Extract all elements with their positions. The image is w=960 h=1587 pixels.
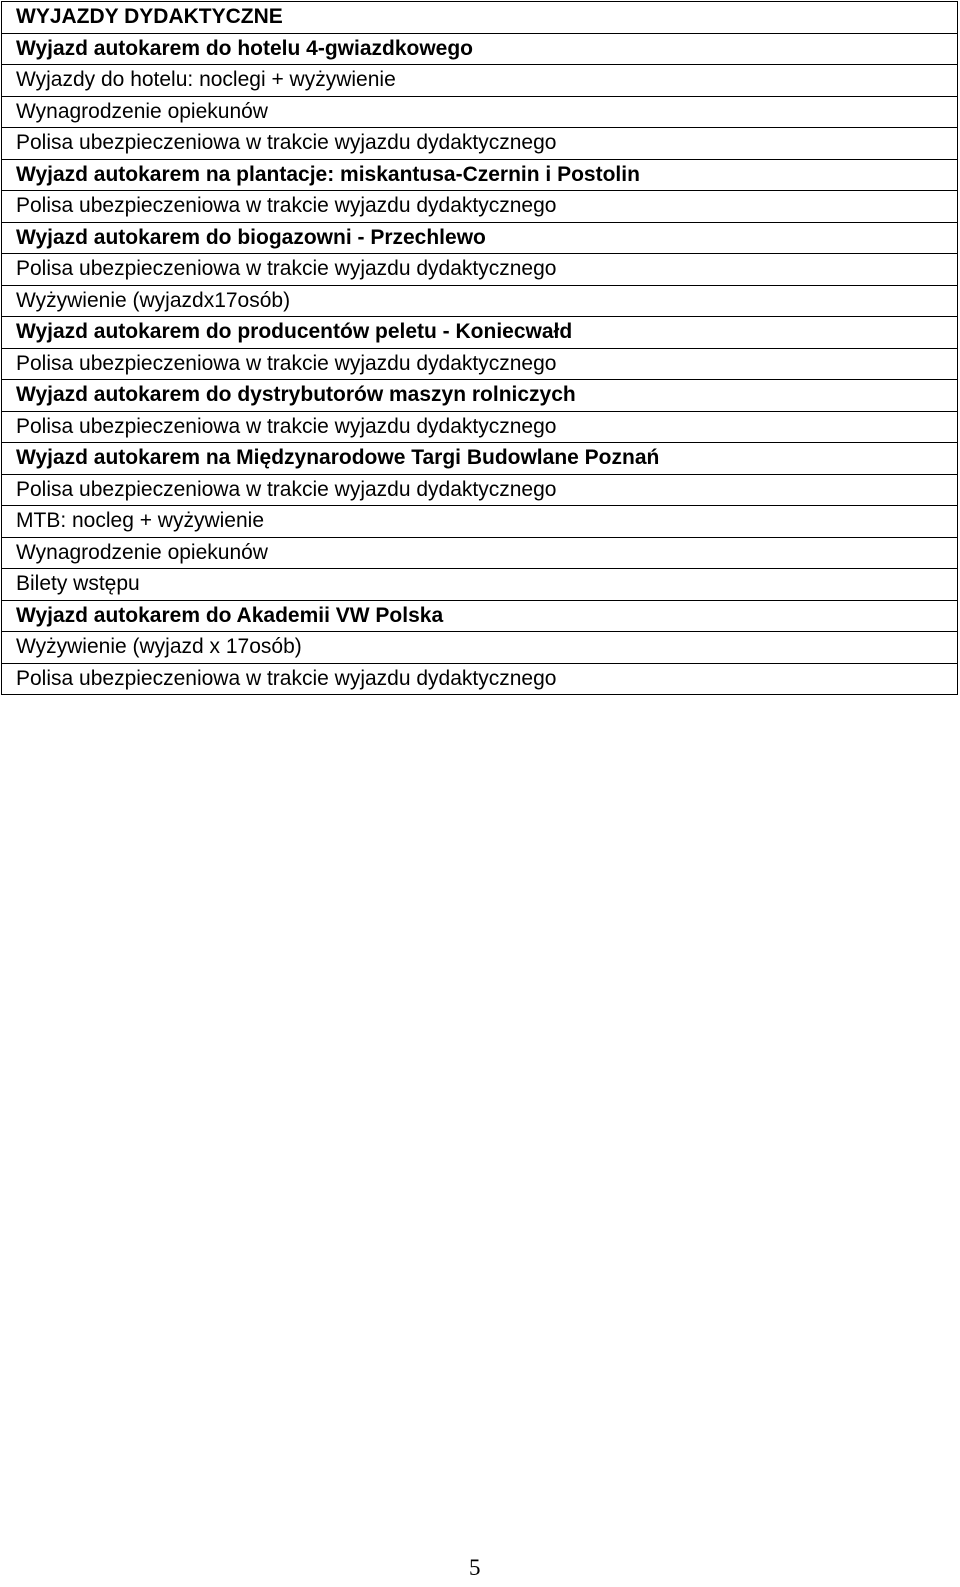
trips-table [1,1,958,695]
table-row-heading [2,2,958,34]
table-cell: Wyjazd autokarem do dystrybutorów maszyn rolniczych [2,380,958,412]
table-cell: Polisa ubezpieczeniowa w trakcie wyjazdu dydaktycznego [2,474,958,506]
trips-table-body [2,2,958,695]
table-row [2,537,958,569]
table-row [2,600,958,632]
table-cell: Polisa ubezpieczeniowa w trakcie wyjazdu dydaktycznego [2,663,958,695]
table-cell: Wyjazd autokarem na plantacje: miskantusa-Czernin i Postolin [2,159,958,191]
table-cell: Wynagrodzenie opiekunów [2,96,958,128]
table-row [2,411,958,443]
table-cell: Wyżywienie (wyjazd x 17osób) [2,632,958,664]
table-cell: Wyjazd autokarem do hotelu 4-gwiazdkowego [2,33,958,65]
table-cell: Wynagrodzenie opiekunów [2,537,958,569]
table-cell: Wyżywienie (wyjazdx17osób) [2,285,958,317]
table-cell: Wyjazd autokarem do biogazowni - Przechlewo [2,222,958,254]
table-cell: Polisa ubezpieczeniowa w trakcie wyjazdu dydaktycznego [2,191,958,223]
table-cell: Wyjazd autokarem do producentów peletu - Koniecwałd [2,317,958,349]
table-cell: Wyjazdy do hotelu: noclegi + wyżywienie [2,65,958,97]
table-row [2,222,958,254]
table-cell: Polisa ubezpieczeniowa w trakcie wyjazdu dydaktycznego [2,348,958,380]
table-row [2,128,958,160]
table-cell: WYJAZDY DYDAKTYCZNE [2,2,958,34]
table-row [2,380,958,412]
table-cell: Bilety wstępu [2,569,958,601]
table-cell: MTB: nocleg + wyżywienie [2,506,958,538]
page-number: 5 [469,1555,481,1580]
table-row [2,474,958,506]
table-row [2,65,958,97]
table-row [2,632,958,664]
table-row [2,96,958,128]
table-row [2,191,958,223]
table-cell: Polisa ubezpieczeniowa w trakcie wyjazdu dydaktycznego [2,411,958,443]
table-cell: Wyjazd autokarem do Akademii VW Polska [2,600,958,632]
table-row [2,663,958,695]
table-row [2,254,958,286]
table-row [2,569,958,601]
table-cell: Wyjazd autokarem na Międzynarodowe Targi Budowlane Poznań [2,443,958,475]
table-row [2,443,958,475]
table-row [2,506,958,538]
table-row [2,159,958,191]
table-row [2,317,958,349]
table-row [2,33,958,65]
table-row [2,348,958,380]
table-cell: Polisa ubezpieczeniowa w trakcie wyjazdu dydaktycznego [2,128,958,160]
table-row [2,285,958,317]
table-cell: Polisa ubezpieczeniowa w trakcie wyjazdu dydaktycznego [2,254,958,286]
